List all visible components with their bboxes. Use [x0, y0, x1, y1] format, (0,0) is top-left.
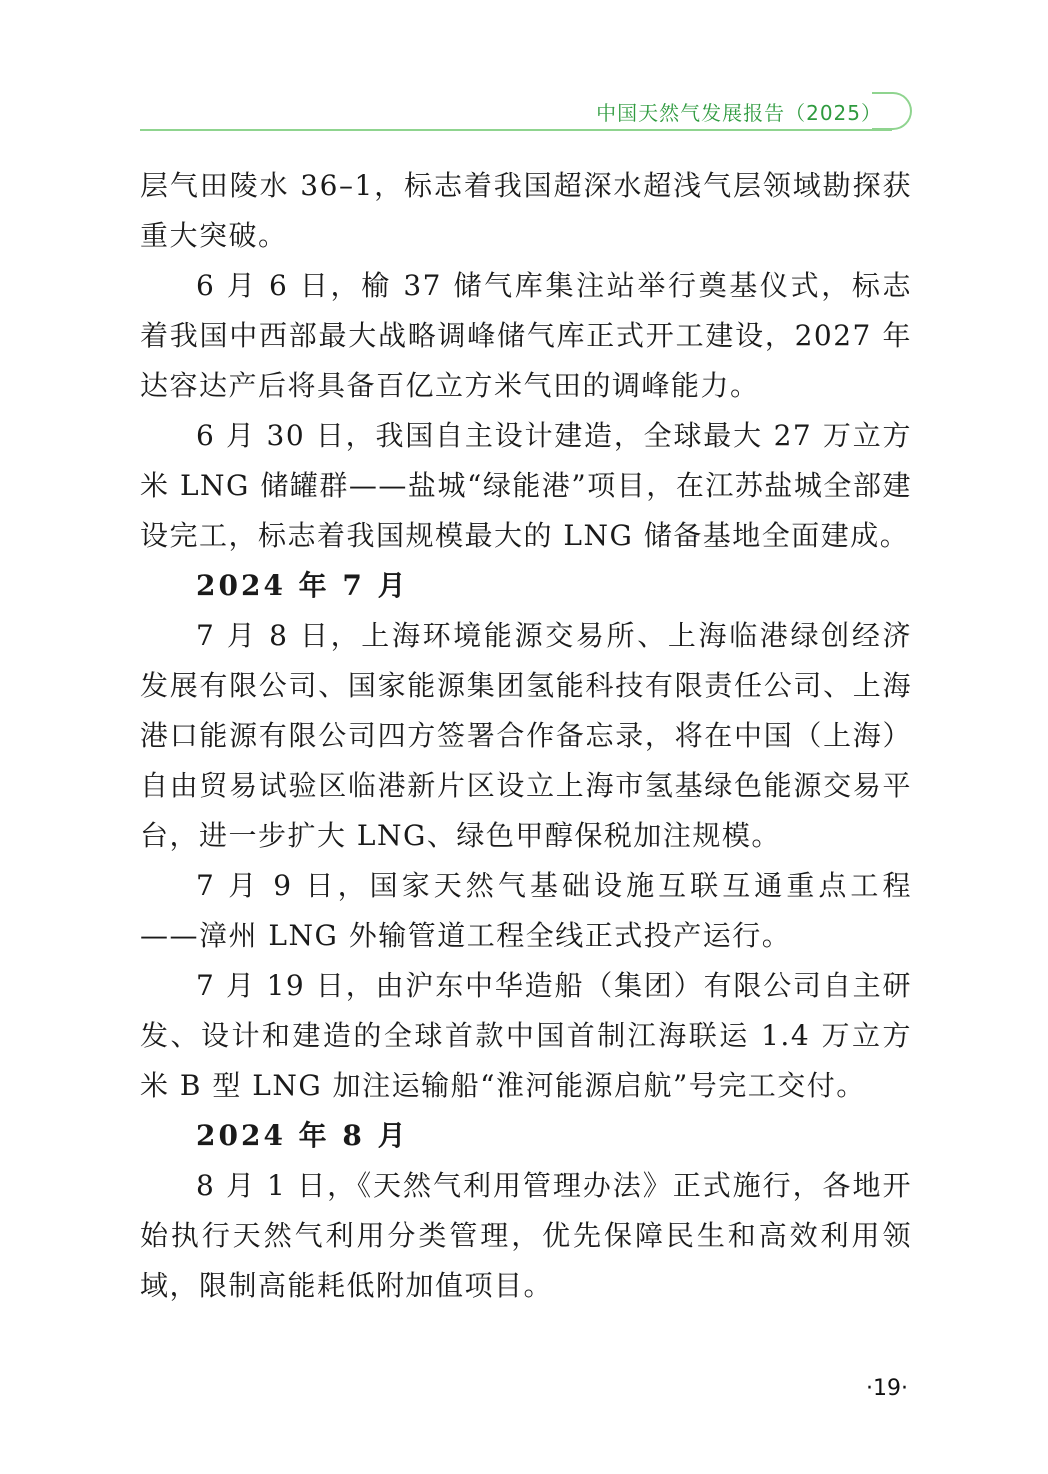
body-text	[140, 161, 912, 1311]
section-heading-august: 2024 年 8 月	[196, 1119, 409, 1152]
paragraph-july-19: 7 月 19 日，由沪东中华造船（集团）有限公司自主研发、设计和建造的全球首款中国首制江海联运 1.4 万立方米 B 型 LNG 加注运输船“淮河能源启航”号完工交付。	[140, 969, 912, 1102]
paragraph-june-6: 6 月 6 日，榆 37 储气库集注站举行奠基仪式，标志着我国中西部最大战略调峰储气库正式开工建设，2027 年达容达产后将具备百亿立方米气田的调峰能力。	[140, 269, 912, 402]
page-number: ·19·	[866, 1376, 908, 1401]
paragraph-august-1: 8 月 1 日，《天然气利用管理办法》正式施行，各地开始执行天然气利用分类管理，优先保障民生和高效利用领域，限制高能耗低附加值项目。	[140, 1169, 912, 1302]
header-rule	[140, 129, 892, 131]
section-heading-july: 2024 年 7 月	[196, 569, 409, 602]
paragraph-july-8: 7 月 8 日，上海环境能源交易所、上海临港绿创经济发展有限公司、国家能源集团氢能科技有限责任公司、上海港口能源有限公司四方签署合作备忘录，将在中国（上海）自由贸易试验区临港新片区设立上海市氢基绿色能源交易平台，进一步扩大 LNG、绿色甲醇保税加注规模。	[140, 619, 912, 852]
running-header	[140, 92, 912, 132]
paragraph-june-30: 6 月 30 日，我国自主设计建造，全球最大 27 万立方米 LNG 储罐群——盐城“绿能港”项目，在江苏盐城全部建设完工，标志着我国规模最大的 LNG 储备基地全面建成。	[140, 419, 912, 552]
header-title: 中国天然气发展报告（2025）	[596, 101, 882, 125]
paragraph-july-9: 7 月 9 日，国家天然气基础设施互联互通重点工程——漳州 LNG 外输管道工程全线正式投产运行。	[140, 869, 912, 952]
paragraph-continued: 层气田陵水 36–1，标志着我国超深水超浅气层领域勘探获重大突破。	[140, 169, 912, 252]
